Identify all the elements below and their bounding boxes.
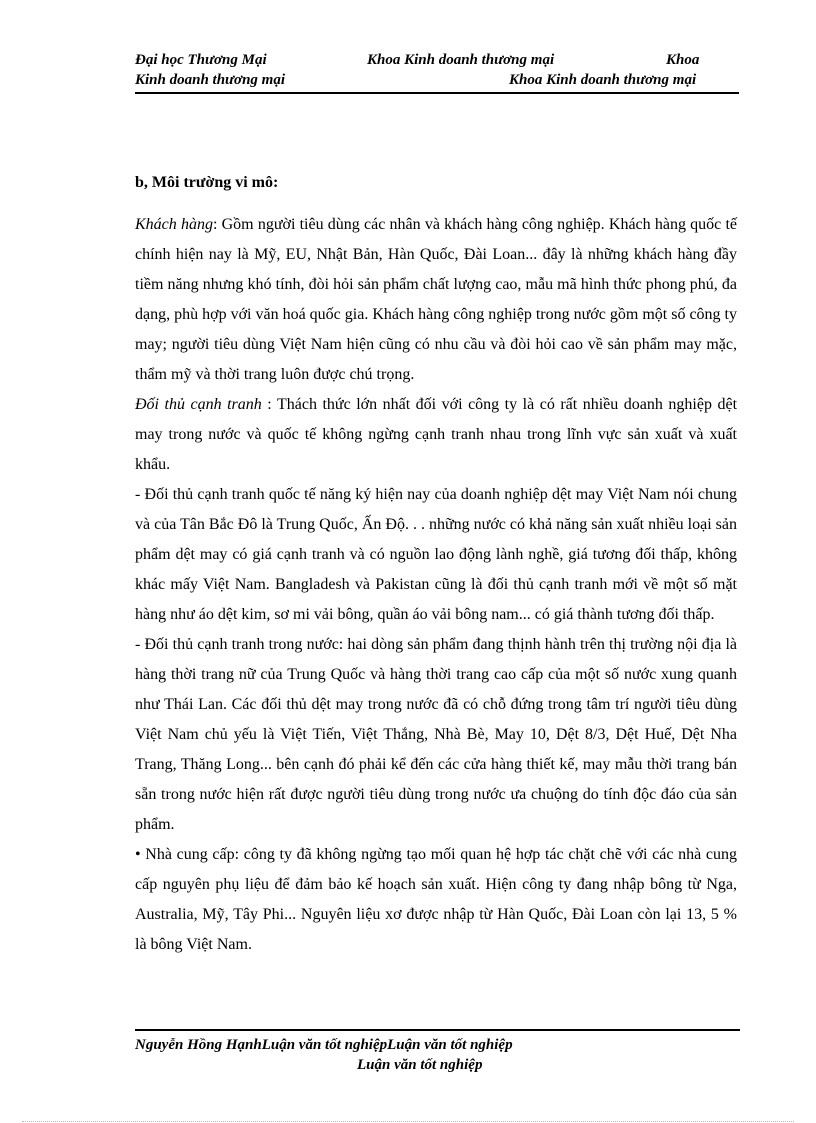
paragraph-customers xyxy=(135,210,737,390)
header-faculty-wrap: Khoa xyxy=(666,52,700,68)
footer-divider xyxy=(135,1029,740,1031)
paragraph-domestic-competitors: - Đối thủ cạnh tranh trong nước: hai dòng sản phẩm đang thịnh hành trên thị trường nội địa là hàng thời trang nữ của Trung Quốc và hàng thời trang cao cấp của một số nước xung quanh như Thái Lan. Các đối thủ dệt may trong nước đã có chỗ đứng trong tâm trí người tiêu dùng Việt Nam chủ yếu là Việt Tiến, Việt Thắng, Nhà Bè, May 10, Dệt 8/3, Dệt Huế, Dệt Nha Trang, Thăng Long... bên cạnh đó phải kể đến các cửa hàng thiết kế, may mẫu thời trang bán sẵn trong nước hiện rất được người tiêu dùng trong nước ưa chuộng do tính độc đáo của sản phẩm. xyxy=(135,636,737,833)
competitors-text: : Thách thức lớn nhất đối với công ty là có rất nhiều doanh nghiệp dệt may trong nước và quốc tế không ngừng cạnh tranh nhau trong lĩnh vực sản xuất và xuất khẩu. xyxy=(135,396,738,473)
customers-text: : Gồm người tiêu dùng các nhân và khách hàng công nghiệp. Khách hàng quốc tế chính hiện nay là Mỹ, EU, Nhật Bản, Hàn Quốc, Đài Loan... đây là những khách hàng đầy tiềm năng nhưng khó tính, đòi hỏi sản phẩm chất lượng cao, mẫu mã hình thức phong phú, đa dạng, phù hợp với văn hoá quốc gia. Khách hàng công nghiệp trong nước gồm một số công ty may; người tiêu dùng Việt Nam hiện cũng có nhu cầu và đòi hỏi cao về sản phẩm may mặc, thẩm mỹ và thời trang luôn được chú trọng. xyxy=(135,216,738,383)
page-footer xyxy=(135,1035,739,1075)
header-faculty-repeat: Khoa Kinh doanh thương mại xyxy=(509,72,697,88)
paragraph-competitors xyxy=(135,390,737,480)
page-header xyxy=(135,48,739,94)
paragraph-international-competitors: - Đối thủ cạnh tranh quốc tế năng ký hiện nay của doanh nghiệp dệt may Việt Nam nói chung và của Tân Bắc Đô là Trung Quốc, Ấn Độ. . . những nước có khả năng sản xuất nhiều loại sản phẩm dệt may có giá cạnh tranh và có nguồn lao động lành nghề, giá tương đối thấp, không khác mấy Việt Nam. Bangladesh và Pakistan cũng là đối thủ cạnh tranh mới về một số mặt hàng như áo dệt kim, sơ mi vải bông, quần áo vải bông nam... có giá thành tương đối thấp. xyxy=(135,486,737,623)
section-title: b, Môi trường vi mô: xyxy=(135,174,279,191)
header-university: Đại học Thương Mại xyxy=(135,52,267,68)
paragraph-suppliers: • Nhà cung cấp: công ty đã không ngừng tạo mối quan hệ hợp tác chặt chẽ với các nhà cung cấp nguyên phụ liệu để đảm bảo kế hoạch sản xuất. Hiện công ty đang nhập bông từ Nga, Australia, Mỹ, Tây Phi... Nguyên liệu xơ được nhập từ Hàn Quốc, Đài Loan còn lại 13, 5 % là bông Việt Nam. xyxy=(135,846,737,953)
footer-author-line: Nguyễn Hồng HạnhLuận văn tốt nghiệpLuận văn tốt nghiệp xyxy=(135,1037,513,1053)
header-faculty: Khoa Kinh doanh thương mại xyxy=(367,52,555,68)
footer-thesis-line: Luận văn tốt nghiệp xyxy=(357,1057,483,1073)
page-edge-divider xyxy=(22,1121,794,1122)
competitors-term: Đối thủ cạnh tranh xyxy=(135,396,262,413)
document-body xyxy=(135,168,737,960)
header-faculty-continued: Kinh doanh thương mại xyxy=(135,72,286,88)
customers-term: Khách hàng xyxy=(135,216,213,233)
